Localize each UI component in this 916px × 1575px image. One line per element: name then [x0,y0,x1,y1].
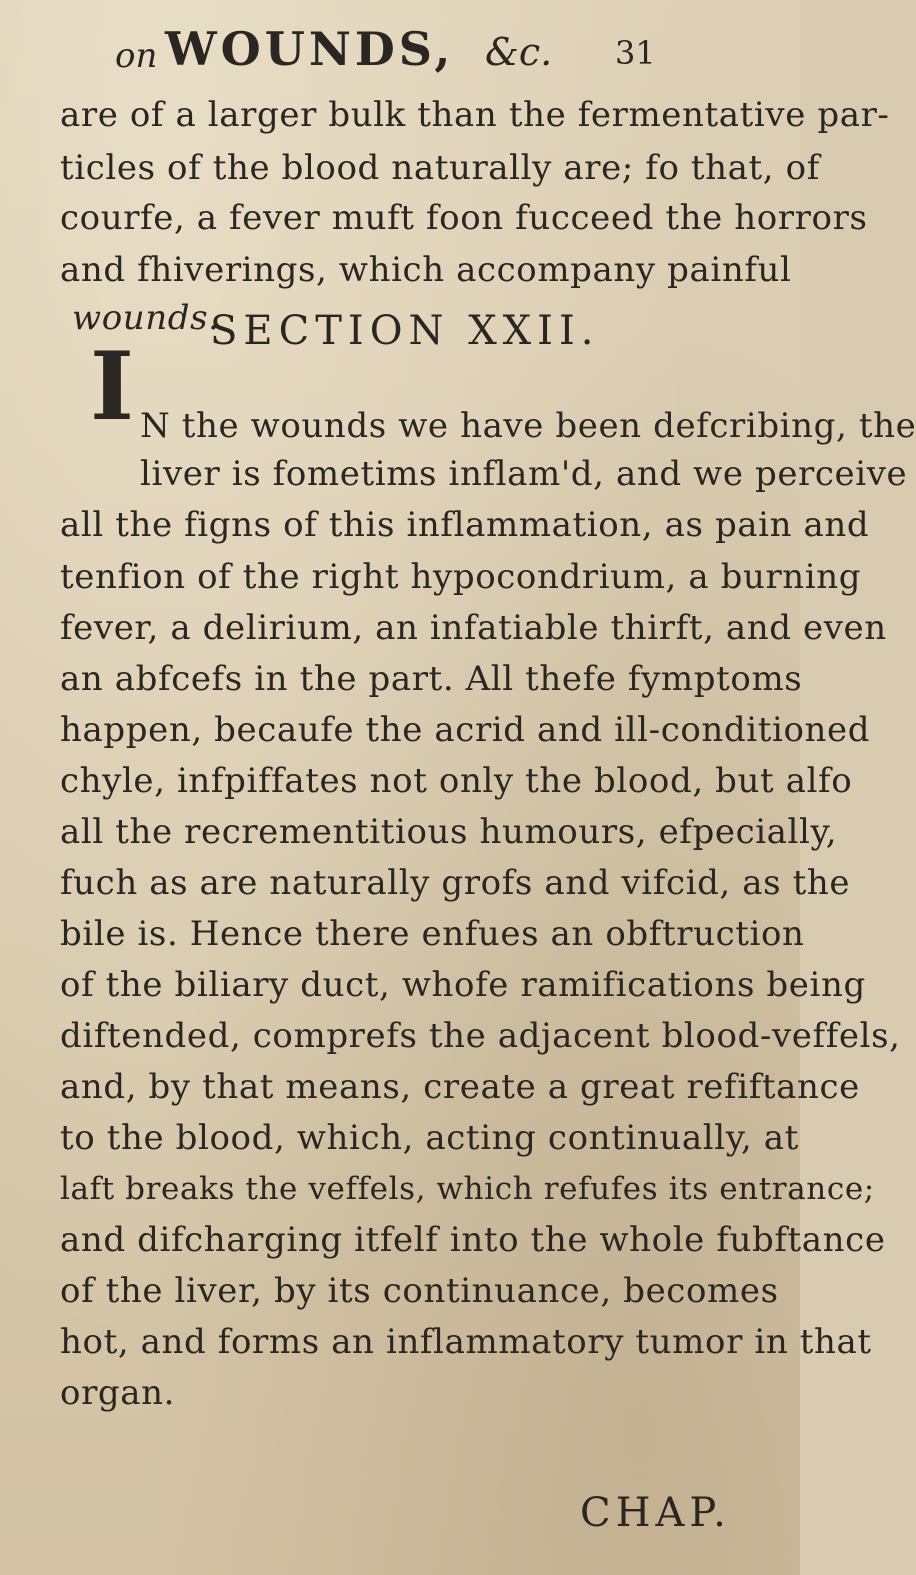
text-line: hot, and forms an inflammatory tumor in that [60,1322,872,1362]
text-line: happen, becaufe the acrid and ill-conditioned [60,710,871,750]
text-line: fuch as are naturally grofs and vifcid, as the [60,863,851,903]
text-line: are of a larger bulk than the fermentative par- [60,95,890,135]
text-line: ticles of the blood naturally are; fo that, of [60,148,820,188]
running-head-title: WOUNDS, [165,22,455,76]
page-number: 31 [615,34,656,72]
text-line: wounds. [72,298,220,338]
text-line: liver is fometims inflam'd, and we perceive [140,454,908,494]
text-line: chyle, infpiffates not only the blood, but alfo [60,761,853,801]
text-line: laft breaks the veffels, which refufes its entrance; [60,1171,875,1207]
text-line: of the biliary duct, whofe ramifications being [60,965,866,1005]
text-line: fever, a delirium, an infatiable thirft, and even [60,608,887,648]
text-line: diftended, comprefs the adjacent blood-veffels, [60,1016,901,1056]
text-line: and difcharging itfelf into the whole fubftance [60,1220,886,1260]
text-line: tenfion of the right hypocondrium, a burning [60,557,862,597]
text-line: to the blood, which, acting continually, at [60,1118,799,1158]
text-line: an abfcefs in the part. All thefe fymptoms [60,659,803,699]
running-head-etc: &c. [485,30,553,74]
text-line: and, by that means, create a great refiftance [60,1067,860,1107]
section-heading: SECTION XXII. [210,308,600,354]
text-line: of the liver, by its continuance, becomes [60,1271,779,1311]
running-head-prefix: on [115,36,158,76]
text-line: organ. [60,1373,176,1413]
running-head [60,22,760,82]
text-line: N the wounds we have been defcribing, the [140,406,916,446]
text-line: bile is. Hence there enfues an obftruction [60,914,805,954]
text-line: all the figns of this inflammation, as pain and [60,505,870,545]
drop-cap: I [90,332,134,442]
catchword: CHAP. [580,1490,731,1536]
text-line: courfe, a fever muft foon fucceed the horrors [60,198,868,238]
text-line: all the recrementitious humours, efpecially, [60,812,838,852]
text-line: and fhiverings, which accompany painful [60,250,792,290]
